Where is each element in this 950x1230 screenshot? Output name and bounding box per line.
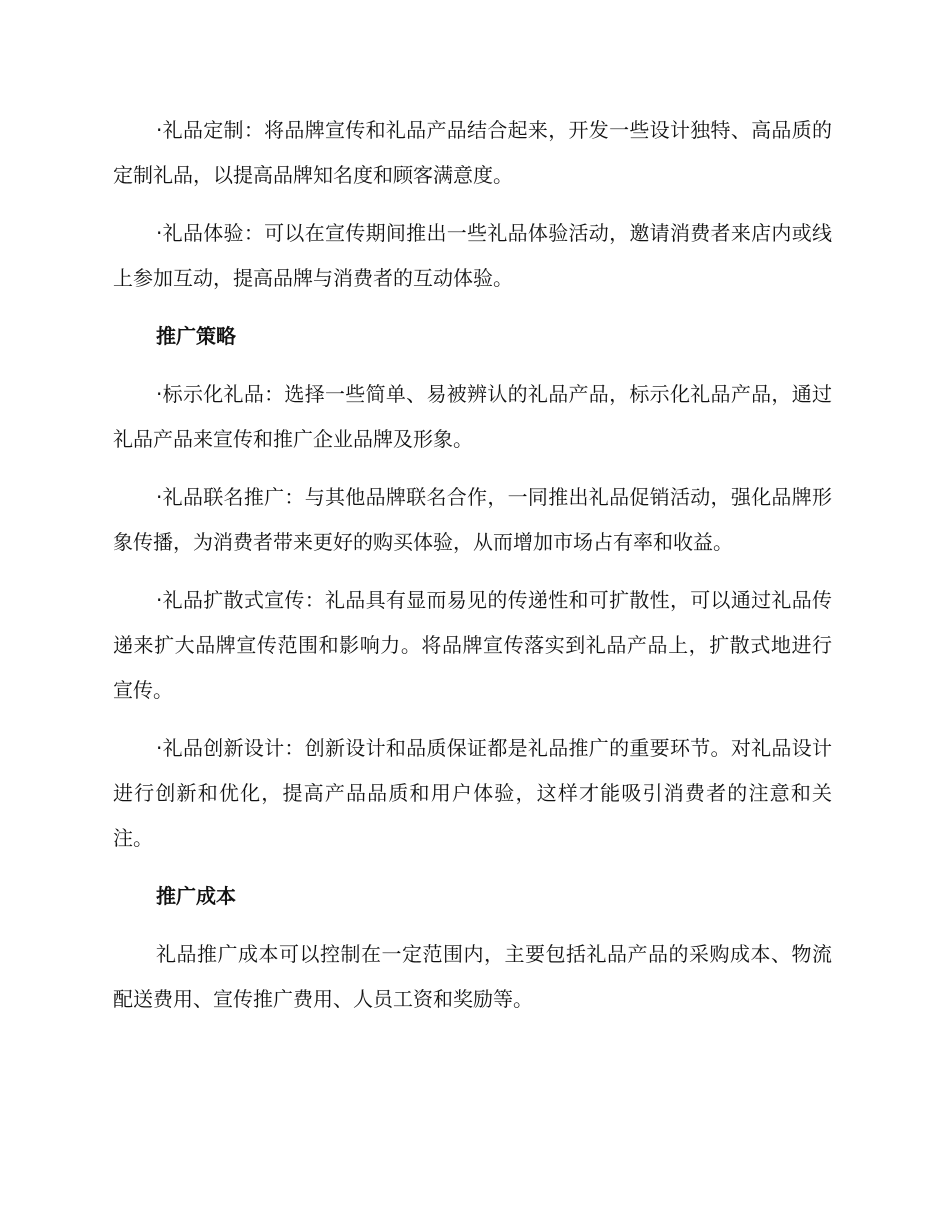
paragraph-standardized-gifts: ·标示化礼品：选择一些简单、易被辨认的礼品产品，标示化礼品产品，通过礼品产品来宣传和推广企业品牌及形象。	[113, 382, 832, 451]
paragraph-gift-experience: ·礼品体验：可以在宣传期间推出一些礼品体验活动，邀请消费者来店内或线上参加互动，提高品牌与消费者的互动体验。	[113, 221, 832, 290]
paragraph-diffusion-promotion: ·礼品扩散式宣传：礼品具有显而易见的传递性和可扩散性，可以通过礼品传递来扩大品牌宣传范围和影响力。将品牌宣传落实到礼品产品上，扩散式地进行宣传。	[113, 588, 832, 702]
heading-promotion-strategy: 推广策略	[156, 324, 236, 348]
paragraph-cost-details: 礼品推广成本可以控制在一定范围内，主要包括礼品产品的采购成本、物流配送费用、宣传推广费用、人员工资和奖励等。	[113, 942, 832, 1011]
paragraph-gift-customization: ·礼品定制：将品牌宣传和礼品产品结合起来，开发一些设计独特、高品质的定制礼品，以提高品牌知名度和顾客满意度。	[113, 118, 832, 187]
heading-promotion-cost: 推广成本	[156, 884, 236, 908]
paragraph-co-branding: ·礼品联名推广：与其他品牌联名合作，一同推出礼品促销活动，强化品牌形象传播，为消费者带来更好的购买体验，从而增加市场占有率和收益。	[113, 485, 832, 554]
paragraph-innovative-design: ·礼品创新设计：创新设计和品质保证都是礼品推广的重要环节。对礼品设计进行创新和优化，提高产品品质和用户体验，这样才能吸引消费者的注意和关注。	[113, 736, 832, 850]
